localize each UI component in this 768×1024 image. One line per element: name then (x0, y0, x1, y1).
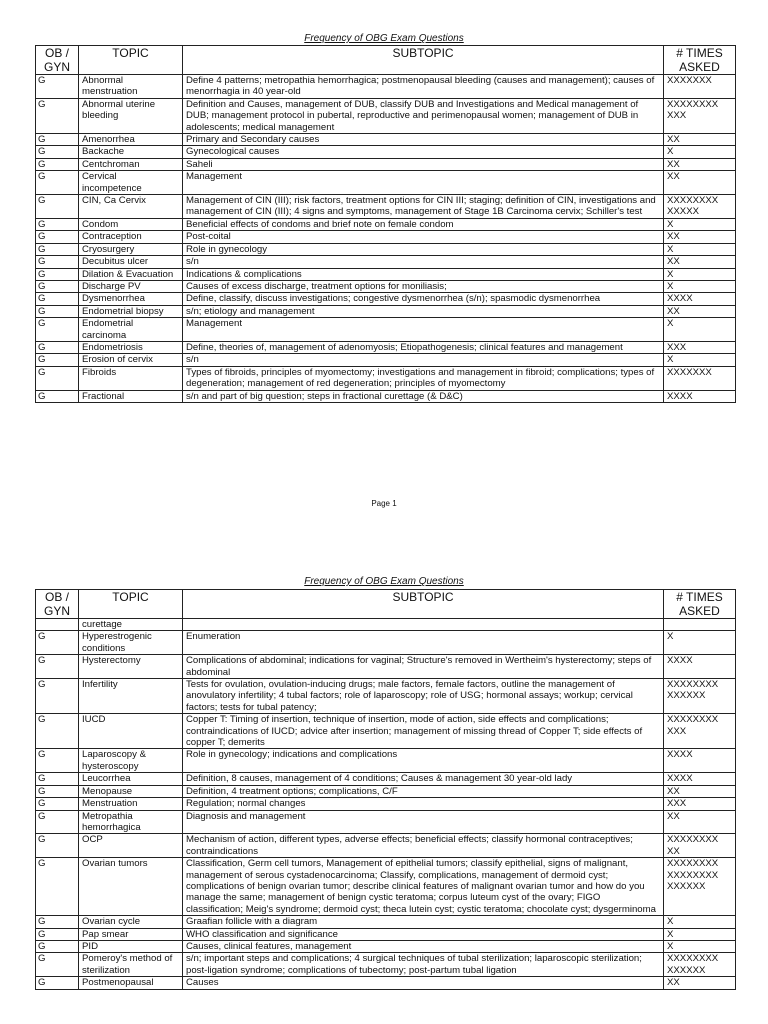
table-row (36, 231, 736, 243)
cell-topic: Centchroman (79, 158, 183, 170)
cell-topic: Contraception (79, 231, 183, 243)
table-row (36, 858, 736, 916)
cell-subtopic: Saheli (183, 158, 664, 170)
header-subtopic: SUBTOPIC (183, 590, 664, 619)
cell-times-asked: XXXXXXX (664, 75, 736, 99)
cell-times-asked: XX (664, 305, 736, 317)
table-row (36, 318, 736, 342)
cell-subtopic: Gynecological causes (183, 146, 664, 158)
cell-ob-gyn: G (36, 146, 79, 158)
header-ob-gyn: OB / GYN (36, 46, 79, 75)
table-row (36, 354, 736, 366)
cell-times-asked: X (664, 940, 736, 952)
cell-ob-gyn: G (36, 390, 79, 402)
cell-times-asked: X (664, 280, 736, 292)
table-row (36, 798, 736, 810)
cell-topic: Pomeroy's method of sterilization (79, 953, 183, 977)
header-subtopic: SUBTOPIC (183, 46, 664, 75)
table-row (36, 134, 736, 146)
cell-times-asked: XXXXXXXX XXX (664, 98, 736, 133)
cell-ob-gyn: G (36, 354, 79, 366)
cell-ob-gyn: G (36, 940, 79, 952)
cell-topic: Dysmenorrhea (79, 293, 183, 305)
cell-times-asked: XXXXXXXX XXXXXXXX XXXXXX (664, 858, 736, 916)
cell-topic: PID (79, 940, 183, 952)
page-2 (0, 574, 768, 1024)
cell-times-asked: X (664, 916, 736, 928)
table-row (36, 810, 736, 834)
cell-subtopic: s/n (183, 354, 664, 366)
cell-topic: Backache (79, 146, 183, 158)
cell-ob-gyn: G (36, 679, 79, 714)
cell-times-asked: XX (664, 158, 736, 170)
cell-times-asked: XXXX (664, 655, 736, 679)
questions-table-page-2 (35, 589, 736, 990)
cell-subtopic: Definition, 8 causes, management of 4 conditions; Causes & management 30 year-old lady (183, 773, 664, 785)
cell-ob-gyn: G (36, 631, 79, 655)
table-row (36, 146, 736, 158)
cell-times-asked: XX (664, 810, 736, 834)
cell-ob-gyn: G (36, 280, 79, 292)
cell-ob-gyn: G (36, 305, 79, 317)
table-row (36, 366, 736, 390)
cell-topic: Hysterectomy (79, 655, 183, 679)
header-ob-gyn: OB / GYN (36, 590, 79, 619)
cell-topic: Ovarian tumors (79, 858, 183, 916)
page-number: Page 1 (371, 499, 397, 508)
cell-ob-gyn: G (36, 318, 79, 342)
cell-topic: Cervical incompetence (79, 171, 183, 195)
table-row (36, 631, 736, 655)
table-row (36, 293, 736, 305)
cell-ob-gyn: G (36, 366, 79, 390)
cell-topic: Ovarian cycle (79, 916, 183, 928)
cell-topic: Condom (79, 218, 183, 230)
table-row (36, 243, 736, 255)
cell-times-asked: X (664, 146, 736, 158)
cell-ob-gyn: G (36, 341, 79, 353)
cell-subtopic: Define, classify, discuss investigations; congestive dysmenorrhea (s/n); spasmodic dysmenorrhea (183, 293, 664, 305)
cell-subtopic: Enumeration (183, 631, 664, 655)
table-row (36, 171, 736, 195)
cell-topic: Fractional (79, 390, 183, 402)
cell-subtopic: Copper T: Timing of insertion, technique of insertion, mode of action, side effects and complications; contraindications of IUCD; advice after insertion; management of missing thread of Copper T; side effects of copper T; demerits (183, 714, 664, 749)
table-row (36, 928, 736, 940)
cell-subtopic: Primary and Secondary causes (183, 134, 664, 146)
document-title: Frequency of OBG Exam Questions (304, 576, 464, 587)
cell-times-asked: XXX (664, 341, 736, 353)
header-topic: TOPIC (79, 590, 183, 619)
cell-subtopic: Tests for ovulation, ovulation-inducing drugs; male factors, female factors, outline the management of anovulatory infertility; 4 tubal factors; role of laparoscopy; role of USG; hormonal assays; workup; cervical factors; tests for tubal patency; (183, 679, 664, 714)
cell-times-asked: X (664, 354, 736, 366)
cell-topic: Endometrial biopsy (79, 305, 183, 317)
cell-subtopic (183, 619, 664, 631)
cell-topic: Hyperestrogenic conditions (79, 631, 183, 655)
table-row (36, 619, 736, 631)
cell-times-asked: X (664, 268, 736, 280)
cell-times-asked: XXXXXXXX XX (664, 834, 736, 858)
cell-subtopic: Causes of excess discharge, treatment options for moniliasis; (183, 280, 664, 292)
cell-times-asked: XX (664, 134, 736, 146)
cell-times-asked: XXX (664, 798, 736, 810)
cell-topic: curettage (79, 619, 183, 631)
cell-subtopic: Graafian follicle with a diagram (183, 916, 664, 928)
cell-times-asked: X (664, 318, 736, 342)
cell-times-asked (664, 619, 736, 631)
cell-subtopic: Complications of abdominal; indications for vaginal; Structure's removed in Wertheim's hysterectomy; steps of abdominal (183, 655, 664, 679)
cell-topic: Cryosurgery (79, 243, 183, 255)
cell-times-asked: XX (664, 256, 736, 268)
cell-ob-gyn: G (36, 231, 79, 243)
cell-times-asked: XXXXXXXX XXXXXX (664, 953, 736, 977)
cell-topic: Fibroids (79, 366, 183, 390)
table-row (36, 195, 736, 219)
cell-topic: IUCD (79, 714, 183, 749)
cell-subtopic: s/n (183, 256, 664, 268)
cell-times-asked: XXXX (664, 749, 736, 773)
cell-topic: Abnormal uterine bleeding (79, 98, 183, 133)
header-times-asked: # TIMES ASKED (664, 46, 736, 75)
table-row (36, 390, 736, 402)
cell-ob-gyn: G (36, 243, 79, 255)
table-row (36, 268, 736, 280)
cell-ob-gyn: G (36, 928, 79, 940)
questions-table-page-1 (35, 45, 736, 403)
cell-topic: Endometrial carcinoma (79, 318, 183, 342)
cell-topic: Menopause (79, 785, 183, 797)
table-row (36, 280, 736, 292)
table-row (36, 977, 736, 989)
cell-ob-gyn: G (36, 218, 79, 230)
cell-ob-gyn: G (36, 834, 79, 858)
cell-topic: Abnormal menstruation (79, 75, 183, 99)
cell-topic: Infertility (79, 679, 183, 714)
cell-ob-gyn: G (36, 158, 79, 170)
cell-times-asked: XXXXXXXX XXXXXX (664, 679, 736, 714)
cell-ob-gyn: G (36, 98, 79, 133)
cell-topic: Laparoscopy & hysteroscopy (79, 749, 183, 773)
cell-subtopic: Classification, Germ cell tumors, Management of epithelial tumors; classify epithelial, signs of malignant, management of serous cystadenocarcinoma; Classify, complications, management of dermoid cyst; complications of benign ovarian tumor; describe clinical features of malignant ovarian tumor and how do you manage the same; management of benign cystic teratoma; corpus luteum cyst of the ovary; FIGO classification; Meig's syndrome; dermoid cyst; theca lutein cyst; cystic teratoma; chocolate cyst; dysgerminoma (183, 858, 664, 916)
cell-subtopic: Define, theories of, management of adenomyosis; Etiopathogenesis; clinical features and management (183, 341, 664, 353)
cell-topic: Leucorrhea (79, 773, 183, 785)
cell-topic: CIN, Ca Cervix (79, 195, 183, 219)
cell-ob-gyn: G (36, 134, 79, 146)
table-row (36, 655, 736, 679)
cell-times-asked: XXXXXXXX XXXXX (664, 195, 736, 219)
cell-ob-gyn: G (36, 916, 79, 928)
table-row (36, 785, 736, 797)
table-row (36, 98, 736, 133)
cell-topic: Pap smear (79, 928, 183, 940)
cell-subtopic: Management (183, 318, 664, 342)
cell-ob-gyn: G (36, 858, 79, 916)
cell-ob-gyn: G (36, 785, 79, 797)
cell-subtopic: s/n; etiology and management (183, 305, 664, 317)
cell-ob-gyn: G (36, 810, 79, 834)
cell-subtopic: Causes, clinical features, management (183, 940, 664, 952)
cell-times-asked: X (664, 218, 736, 230)
header-times-asked: # TIMES ASKED (664, 590, 736, 619)
cell-topic: Discharge PV (79, 280, 183, 292)
cell-subtopic: Regulation; normal changes (183, 798, 664, 810)
cell-times-asked: XXXX (664, 773, 736, 785)
table-row (36, 256, 736, 268)
cell-ob-gyn: G (36, 977, 79, 989)
table-row (36, 341, 736, 353)
cell-subtopic: Causes (183, 977, 664, 989)
cell-ob-gyn: G (36, 195, 79, 219)
cell-ob-gyn: G (36, 171, 79, 195)
cell-times-asked: XXXXXXXX XXX (664, 714, 736, 749)
cell-subtopic: s/n and part of big question; steps in fractional curettage (& D&C) (183, 390, 664, 402)
table-row (36, 834, 736, 858)
cell-topic: Menstruation (79, 798, 183, 810)
cell-subtopic: Management (183, 171, 664, 195)
cell-ob-gyn: G (36, 798, 79, 810)
header-topic: TOPIC (79, 46, 183, 75)
cell-ob-gyn: G (36, 256, 79, 268)
cell-subtopic: Definition, 4 treatment options; complications, C/F (183, 785, 664, 797)
cell-times-asked: XXXX (664, 293, 736, 305)
cell-subtopic: WHO classification and significance (183, 928, 664, 940)
cell-topic: Endometriosis (79, 341, 183, 353)
cell-topic: Metropathia hemorrhagica (79, 810, 183, 834)
cell-ob-gyn: G (36, 749, 79, 773)
cell-times-asked: XXXXXXX (664, 366, 736, 390)
table-row (36, 679, 736, 714)
cell-subtopic: Diagnosis and management (183, 810, 664, 834)
table-row (36, 75, 736, 99)
cell-times-asked: XX (664, 785, 736, 797)
cell-topic: Amenorrhea (79, 134, 183, 146)
cell-subtopic: Role in gynecology (183, 243, 664, 255)
cell-subtopic: Post-coital (183, 231, 664, 243)
cell-times-asked: XX (664, 231, 736, 243)
cell-topic: Decubitus ulcer (79, 256, 183, 268)
cell-topic: OCP (79, 834, 183, 858)
cell-subtopic: Role in gynecology; indications and complications (183, 749, 664, 773)
cell-times-asked: XX (664, 977, 736, 989)
cell-subtopic: Indications & complications (183, 268, 664, 280)
table-row (36, 218, 736, 230)
table-row (36, 916, 736, 928)
cell-subtopic: Types of fibroids, principles of myomectomy; investigations and management in fibroid; complications; types of degeneration; management of red degeneration; principles of myomectomy (183, 366, 664, 390)
table-row (36, 940, 736, 952)
cell-subtopic: s/n; important steps and complications; 4 surgical techniques of tubal sterilization; laparoscopic sterilization; post-ligation syndrome; complications of tubectomy; post-partum tubal ligation (183, 953, 664, 977)
table-row (36, 305, 736, 317)
cell-times-asked: XX (664, 171, 736, 195)
document-title: Frequency of OBG Exam Questions (304, 33, 464, 44)
cell-topic: Erosion of cervix (79, 354, 183, 366)
cell-ob-gyn: G (36, 714, 79, 749)
cell-ob-gyn: G (36, 655, 79, 679)
cell-times-asked: XXXX (664, 390, 736, 402)
cell-topic: Dilation & Evacuation (79, 268, 183, 280)
table-row (36, 953, 736, 977)
cell-subtopic: Management of CIN (III); risk factors, treatment options for CIN III; staging; definition of CIN, investigations and management of CIN (III); 4 signs and symptoms, management of Stage 1B Carcinoma cervix; Schiller's test (183, 195, 664, 219)
cell-subtopic: Mechanism of action, different types, adverse effects; beneficial effects; classify hormonal contraceptives; contraindications (183, 834, 664, 858)
table-row (36, 714, 736, 749)
table-row (36, 773, 736, 785)
cell-subtopic: Define 4 patterns; metropathia hemorrhagica; postmenopausal bleeding (causes and management); causes of menorrhagia in 40 year-old (183, 75, 664, 99)
table-row (36, 158, 736, 170)
cell-ob-gyn: G (36, 268, 79, 280)
cell-times-asked: X (664, 243, 736, 255)
cell-ob-gyn: G (36, 75, 79, 99)
cell-ob-gyn: G (36, 953, 79, 977)
cell-subtopic: Beneficial effects of condoms and brief note on female condom (183, 218, 664, 230)
cell-times-asked: X (664, 631, 736, 655)
cell-ob-gyn (36, 619, 79, 631)
table-row (36, 749, 736, 773)
cell-ob-gyn: G (36, 293, 79, 305)
cell-times-asked: X (664, 928, 736, 940)
cell-ob-gyn: G (36, 773, 79, 785)
cell-topic: Postmenopausal (79, 977, 183, 989)
cell-subtopic: Definition and Causes, management of DUB, classify DUB and Investigations and Medical management of DUB; management protocol in pubertal, reproductive and perimenopausal women; management of DUB in adolescents; medical management (183, 98, 664, 133)
